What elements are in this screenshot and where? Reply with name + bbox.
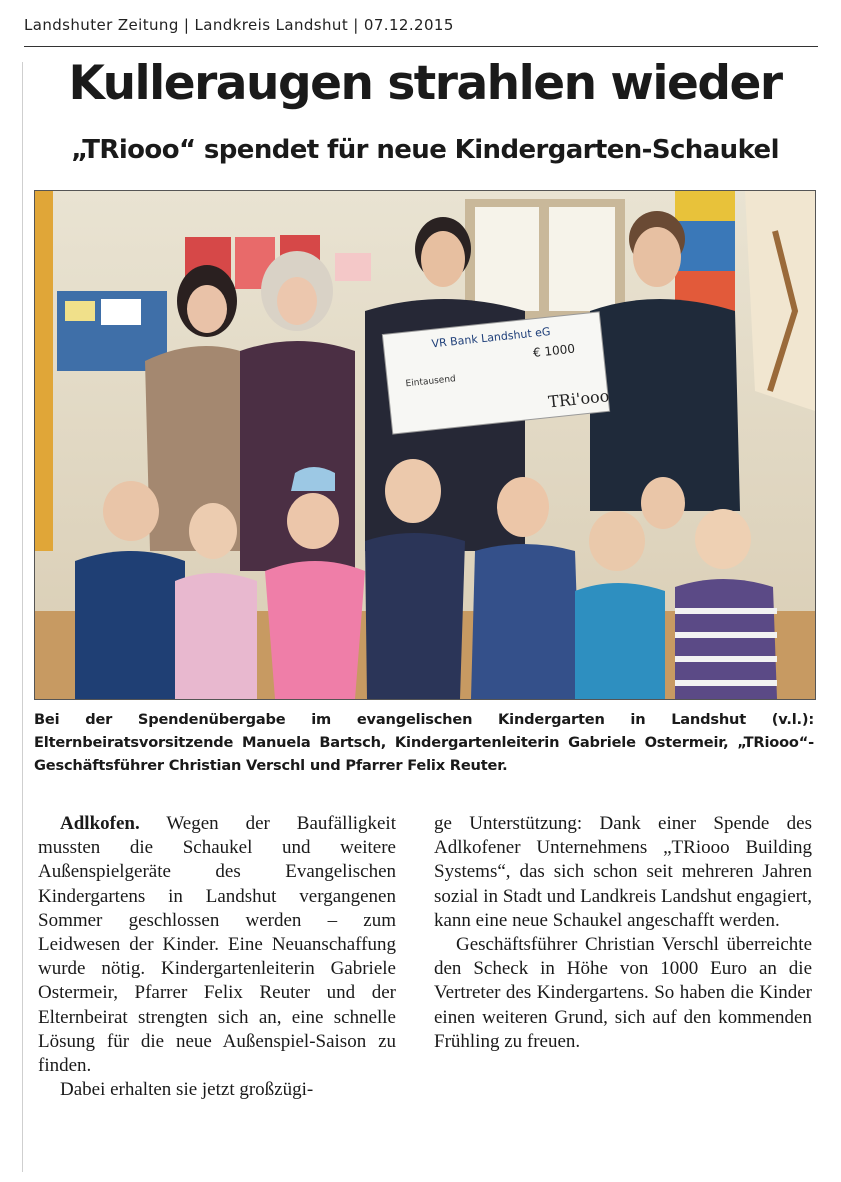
- article-subheadline: „TRiooo“ spendet für neue Kindergarten-Schaukel: [71, 135, 779, 165]
- body-paragraph: [38, 812, 396, 1078]
- article-photo: [34, 190, 816, 700]
- body-text: Wegen der Baufälligkeit mussten die Schaukel und weitere Außenspielgeräte des Evangelischen Kindergartens in Landshut vergangenen Sommer geschlossen werden – zum Leidwesen der Kinder. Eine Neuanschaffung wurde nötig. Kindergartenleiterin Gabriele Ostermeir, Pfarrer Felix Reuter und der Elternbeirat strengten sich an, eine schnelle Lösung für die neue Außenspiel-Saison zu finden.: [38, 813, 396, 1077]
- article-column-2: [434, 812, 812, 1054]
- header-rule: [24, 46, 818, 47]
- body-paragraph: Geschäftsführer Christian Verschl überreichte den Scheck in Höhe von 1000 Euro an die Vertreter des Kindergartens. So haben die Kinder einen weiteren Grund, sich auf den kommenden Frühling zu freuen.: [434, 934, 812, 1052]
- cheque-amount: € 1000: [532, 341, 576, 360]
- cheque-bank: VR Bank Landshut eG: [430, 325, 552, 351]
- cheque-words: Eintausend: [405, 374, 457, 390]
- article-headline: Kulleraugen strahlen wieder: [68, 56, 782, 111]
- body-paragraph: ge Unterstützung: Dank einer Spende des Adlkofener Unternehmens „TRiooo Building Systems“, das sich schon seit mehreren Jahren sozial in Stadt und Landkreis Landshut engagiert, kann eine neue Schaukel angeschafft werden.: [434, 813, 812, 931]
- article-column-1: [38, 812, 396, 1102]
- photo-caption: Bei der Spendenübergabe im evangelischen Kindergarten in Landshut (v.l.): Elternbeiratsvorsitzende Manuela Bartsch, Kindergartenleiterin Gabriele Ostermeir, „TRiooo“-Geschäftsführer Christian Verschl und Pfarrer Felix Reuter.: [34, 711, 814, 774]
- newspaper-header: Landshuter Zeitung | Landkreis Landshut | 07.12.2015: [24, 16, 454, 34]
- photo-illustration: [35, 191, 815, 699]
- body-paragraph: Dabei erhalten sie jetzt großzügi-: [60, 1079, 314, 1101]
- dateline: Adlkofen.: [60, 813, 140, 834]
- column-margin-rule: [22, 62, 23, 1172]
- cheque-signature: TRi'ooo: [547, 386, 611, 412]
